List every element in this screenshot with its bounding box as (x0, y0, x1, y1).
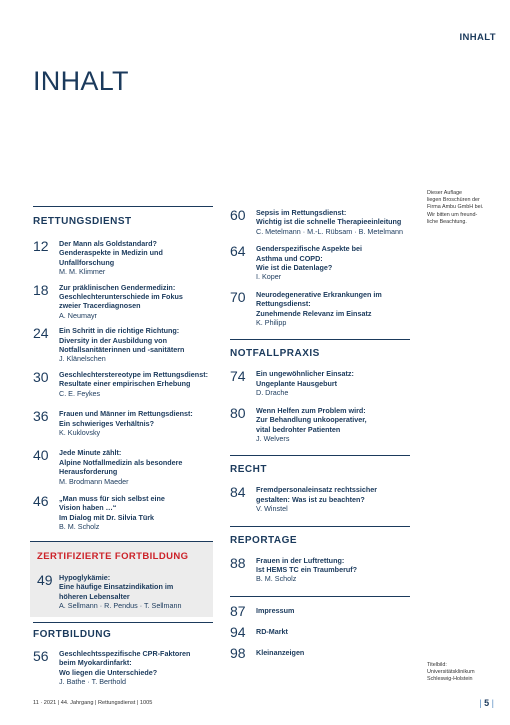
toc-entry[interactable] (230, 369, 410, 397)
page-number: 98 (230, 644, 246, 661)
page-number: 46 (33, 492, 49, 509)
entry-title-line: Der Mann als Goldstandard? (59, 239, 157, 248)
running-header: INHALT (459, 32, 496, 43)
entry-title-line: Genderspezifische Aspekte bei (256, 244, 362, 254)
notice-line: Wir bitten um freund- (427, 211, 478, 218)
toc-entry[interactable] (33, 649, 213, 687)
entry-authors: B. M. Scholz (59, 522, 100, 532)
entry-title-line: Neurodegenerative Erkrankungen im (256, 289, 382, 299)
toc-entry[interactable] (33, 326, 213, 364)
entry-title-line: Genderaspekte in Medizin und (59, 248, 163, 258)
entry-authors: V. Winstel (256, 504, 288, 514)
credit-line: Schleswig-Holstein (427, 676, 473, 683)
toc-entry[interactable] (33, 239, 213, 277)
folio-page-number: 5 (484, 698, 490, 708)
page-number: 56 (33, 648, 49, 664)
toc-entry[interactable] (33, 409, 213, 437)
entry-authors: B. M. Scholz (256, 574, 297, 584)
notice-line: Dieser Auflage (427, 190, 463, 196)
entry-title-line: Wenn Helfen zum Problem wird: (256, 405, 366, 415)
certified-training-box (30, 541, 213, 617)
credit-line: Universitätsklinikum (427, 669, 475, 676)
entry-title-line: Ein Schritt in die richtige Richtung: (59, 326, 180, 336)
entry-title-line: Geschlechtsspezifische CPR-Faktoren (59, 649, 191, 658)
entry-authors: A. Neumayr (59, 310, 97, 320)
entry-title-line: Zur präklinischen Gendermedizin: (59, 282, 176, 292)
page-number: 87 (230, 602, 246, 619)
toc-entry[interactable] (33, 494, 213, 532)
entry-title-line: Frauen und Männer im Rettungsdienst: (59, 409, 193, 419)
entry-title-line: Unfallforschung (59, 257, 115, 267)
entry-title-line: Hypoglykämie: (59, 573, 111, 582)
cover-image-credit (427, 662, 501, 684)
entry-title-line: höheren Lebensalter (59, 591, 130, 601)
entry-title-line: gestalten: Was ist zu beachten? (256, 494, 365, 504)
entry-authors: M. Brodmann Maeder (59, 476, 129, 486)
entry-authors: C. Metelmann · M.-L. Rübsam · B. Metelmann (256, 226, 403, 236)
insert-notice (427, 190, 501, 226)
section-title-recht: RECHT (230, 464, 267, 476)
toc-entry[interactable] (37, 573, 182, 611)
entry-title-line: Jede Minute zählt: (59, 448, 122, 458)
entry-title-line: Zunehmende Relevanz im Einsatz (256, 308, 372, 318)
entry-authors: J. Welvers (256, 433, 290, 443)
middle-column (230, 206, 410, 660)
page-number: 18 (33, 281, 49, 298)
page-title: INHALT (33, 66, 129, 96)
section-divider (230, 596, 410, 597)
page-folio (479, 698, 494, 708)
section-title-fortbildung: FORTBILDUNG (33, 629, 112, 640)
page-number: 70 (230, 288, 246, 305)
entry-authors: J. Bathe · T. Berthold (59, 677, 126, 687)
toc-entry[interactable] (33, 370, 213, 398)
left-column (33, 206, 213, 532)
entry-title-line: Ein schwieriges Verhältnis? (59, 418, 155, 428)
entry-title-line: beim Myokardinfarkt: (59, 658, 132, 668)
entry-title-line: Sepsis im Rettungsdienst: (256, 208, 347, 217)
entry-title-line: „Man muss für sich selbst eine (59, 493, 165, 503)
entry-title-line: Geschlechterstereotype im Rettungsdienst: (59, 369, 208, 379)
entry-title-line: Im Dialog mit Dr. Silvia Türk (59, 512, 155, 522)
page-number: 60 (230, 207, 246, 223)
page-number: 74 (230, 368, 246, 385)
notice-line: liegen Broschüren der (427, 197, 480, 204)
entry-title-line: Zur Behandlung unkooperativer, (256, 415, 367, 425)
entry-authors: M. M. Klimmer (59, 267, 106, 277)
toc-entry[interactable] (230, 646, 410, 660)
entry-title-line: Fremdpersonaleinsatz rechtssicher (256, 485, 378, 495)
toc-entry[interactable] (230, 625, 410, 639)
entry-title-line: Asthma und COPD: (256, 253, 323, 263)
page-number: 36 (33, 408, 49, 425)
page-number: 88 (230, 554, 246, 571)
entry-title-line: Ist HEMS TC ein Traumberuf? (256, 564, 358, 574)
entry-title-line: Notfallsanitäterinnen und -sanitätern (59, 345, 185, 355)
toc-entry[interactable] (230, 208, 410, 236)
entry-title-line: zweier Tracerdiagnosen (59, 301, 141, 311)
toc-entry[interactable] (33, 448, 213, 486)
section-title-zertifizierte: ZERTIFIZIERTE FORTBILDUNG (37, 551, 189, 562)
entry-authors: I. Koper (256, 272, 282, 282)
folio-bar-right: | (491, 698, 494, 708)
page-number: 64 (230, 243, 246, 260)
entry-title-line: Alpine Notfallmedizin als besondere (59, 457, 183, 467)
toc-entry[interactable] (230, 290, 410, 328)
credit-line: Titelbild: (427, 662, 447, 668)
entry-title-line: Geschlechterunterschiede im Fokus (59, 292, 183, 302)
section-title-rettungsdienst: RETTUNGSDIENST (33, 216, 132, 227)
entry-authors: J. Klänelschen (59, 354, 106, 364)
page-number: 84 (230, 484, 246, 501)
entry-authors: K. Philipp (256, 318, 287, 328)
entry-title-line: Rettungsdienst: (256, 299, 311, 309)
page-number: 80 (230, 404, 246, 421)
notice-line: Firma Ambu GmbH bei. (427, 204, 484, 211)
entry-title-line: Herausforderung (59, 467, 118, 477)
toc-entry[interactable] (230, 485, 410, 513)
entry-title-line: Eine häufige Einsatzindikation im (59, 582, 174, 592)
page-number: 24 (33, 325, 49, 342)
entry-title-line: Vision haben …“ (59, 503, 117, 513)
entry-title-line: Wo liegen die Unterschiede? (59, 667, 158, 677)
page-number: 30 (33, 368, 49, 385)
folio-bar-left: | (479, 698, 482, 708)
section-title-notfallpraxis: NOTFALLPRAXIS (230, 348, 320, 360)
entry-authors: A. Sellmann · R. Pendus · T. Sellmann (59, 601, 182, 611)
entry-authors: C. E. Feykes (59, 388, 101, 398)
entry-title-line: Resultate einer empirischen Erhebung (59, 379, 191, 389)
entry-title-line: Impressum (256, 606, 295, 616)
entry-title-line: Ungeplante Hausgeburt (256, 378, 338, 388)
entry-title-line: Wichtig ist die schnelle Therapieeinleitung (256, 217, 402, 227)
toc-entry[interactable] (230, 556, 410, 584)
entry-authors: K. Kuklovsky (59, 427, 101, 437)
toc-entry[interactable] (33, 283, 213, 321)
entry-title-line: Ein ungewöhnlicher Einsatz: (256, 369, 354, 379)
toc-entry[interactable] (230, 244, 410, 282)
entry-title-line: Kleinanzeigen (256, 648, 305, 658)
entry-title-line: vital bedrohter Patienten (256, 424, 341, 434)
toc-entry[interactable] (230, 604, 410, 618)
issue-footer: 11 · 2021 | 44. Jahrgang | Rettungsdienst | 1005 (33, 700, 153, 706)
page-number: 12 (33, 238, 49, 254)
section-title-reportage: REPORTAGE (230, 534, 298, 546)
notice-line: liche Beachtung. (427, 218, 467, 225)
page-number: 94 (230, 623, 246, 640)
fortbildung-section (33, 622, 213, 687)
entry-title-line: Wie ist die Datenlage? (256, 263, 333, 273)
toc-entry[interactable] (230, 406, 410, 444)
page-number: 49 (37, 572, 53, 588)
entry-title-line: Frauen in der Luftrettung: (256, 555, 345, 565)
page-number: 40 (33, 447, 49, 464)
entry-title-line: RD-Markt (256, 627, 288, 637)
entry-title-line: Diversity in der Ausbildung von (59, 335, 167, 345)
entry-authors: D. Drache (256, 388, 289, 398)
